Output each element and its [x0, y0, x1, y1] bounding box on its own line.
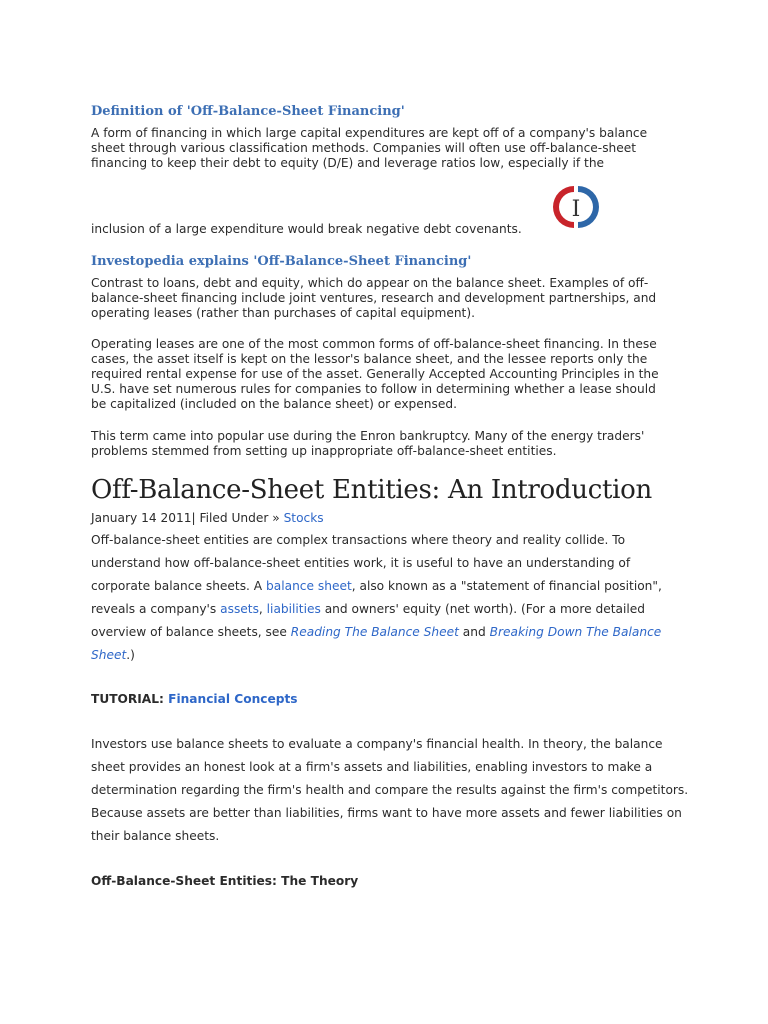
link-reading-the-balance-sheet[interactable]: Reading The Balance Sheet: [290, 625, 459, 639]
explains-paragraph-1: Contrast to loans, debt and equity, which do appear on the balance sheet. Examples of off-balance-sheet financing include joint ventures, research and development partnerships, and operating leases (rather than purchases of capital equipment).: [91, 276, 657, 320]
investors-paragraph: Investors use balance sheets to evaluate a company's financial health. In theory, the balance sheet provides an honest look at a firm's assets and liabilities, enabling investors to make a determination regarding the firm's health and compare the results against the firm's competitors. Because assets are better than liabilities, firms want to have more assets and fewer liabilities on their balance sheets.: [91, 737, 689, 843]
link-financial-concepts[interactable]: Financial Concepts: [168, 692, 298, 706]
link-breaking-down-the-balance-sheet[interactable]: Breaking Down The Balance Sheet: [91, 625, 662, 662]
article-meta: [91, 511, 691, 526]
article-date: January 14 2011| Filed Under »: [91, 511, 284, 525]
tutorial-label: TUTORIAL:: [91, 692, 169, 706]
logo-letter: I: [571, 197, 581, 222]
link-assets[interactable]: assets: [220, 602, 259, 616]
definition-paragraph: A form of financing in which large capital expenditures are kept off of a company's balance sheet through various classification methods. Companies will often use off-balance-sheet financing to keep their debt to equity (D/E) and leverage ratios low, especially if the: [91, 126, 648, 170]
link-liabilities[interactable]: liabilities: [266, 602, 321, 616]
explains-paragraph-2: Operating leases are one of the most common forms of off-balance-sheet financing. In these cases, the asset itself is kept on the lessor's balance sheet, and the lessee reports only the required rental expense for use of the asset. Generally Accepted Accounting Principles in the U.S. have set numerous rules for companies to follow in determining whether a lease should be capitalized (included on the balance sheet) or expensed.: [91, 337, 659, 411]
tutorial-line: [91, 692, 691, 707]
article-title: Off-Balance-Sheet Entities: An Introduction: [91, 475, 652, 505]
investopedia-logo-icon: [552, 183, 600, 231]
link-balance-sheet[interactable]: balance sheet: [266, 579, 352, 593]
theory-subheading: Off-Balance-Sheet Entities: The Theory: [91, 874, 359, 888]
category-link-stocks[interactable]: Stocks: [283, 511, 324, 525]
explains-heading: Investopedia explains 'Off-Balance-Sheet Financing': [91, 254, 472, 269]
explains-paragraph-3: This term came into popular use during the Enron bankruptcy. Many of the energy traders' problems stemmed from setting up inappropriate off-balance-sheet entities.: [91, 429, 645, 458]
definition-paragraph-end: inclusion of a large expenditure would break negative debt covenants.: [91, 222, 522, 236]
article-intro-paragraph: Off-balance-sheet entities are complex transactions where theory and reality collide. To understand how off-balance-sheet entities work, it is useful to have an understanding of corporate balance sheets. A balance sheet, also known as a "statement of financial position", reveals a company's assets, liabilities and owners' equity (net worth). (For a more detailed overview of balance sheets, see Reading The Balance Sheet and Breaking Down The Balance Sheet.): [91, 533, 662, 662]
definition-heading: Definition of 'Off-Balance-Sheet Financing': [91, 104, 405, 119]
